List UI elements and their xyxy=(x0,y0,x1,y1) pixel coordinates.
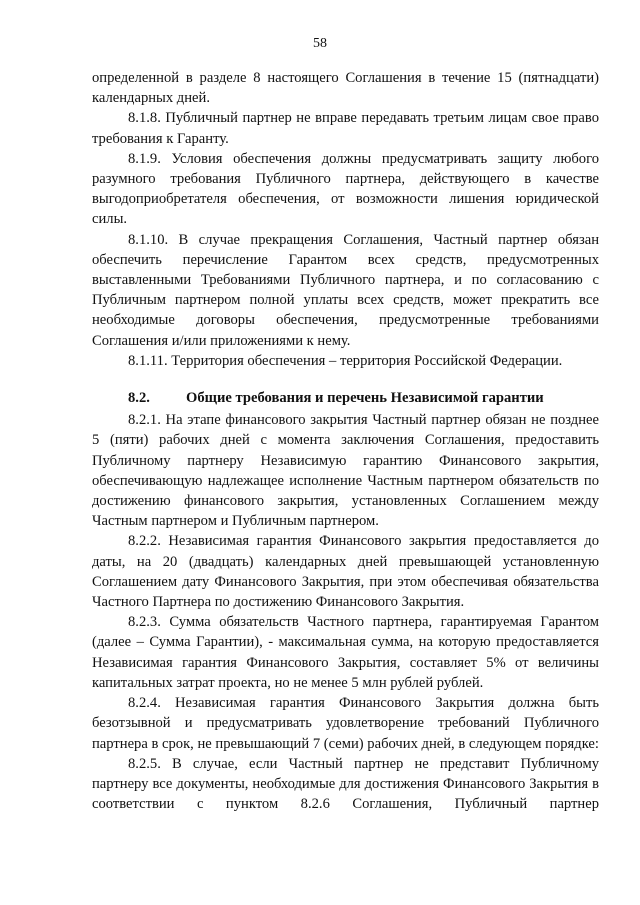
clause-8-1-9: 8.1.9. Условия обеспечения должны предусматривать защиту любого разумного требования Публичного партнера, действующего в качестве выгодоприобретателя обеспечения, от возможности лишения юридической силы. xyxy=(92,150,599,228)
clause-8-2-1: 8.2.1. На этапе финансового закрытия Частный партнер обязан не позднее 5 (пяти) рабочих дней с момента заключения Соглашения, предоставить Публичному партнеру Независимую гарантию Финансового закрытия, обеспечивающую надлежащее исполнение Частным партнером обязательств по достижению финансового закрытия, установленных Соглашением между Частным партнером и Публичным партнером. xyxy=(92,412,599,530)
clause-8-2-5: 8.2.5. В случае, если Частный партнер не представит Публичному партнеру все документы, необходимые для достижения Финансового Закрытия в соответствии с пунктом 8.2.6 Соглашения, Публичный партнер xyxy=(92,755,599,813)
paragraph-continuation: определенной в разделе 8 настоящего Соглашения в течение 15 (пятнадцати) календарных дней. xyxy=(92,70,599,107)
clause-8-1-10: 8.1.10. В случае прекращения Соглашения, Частный партнер обязан обеспечить перечисление Гарантом всех средств, предусмотренных выставленными Требованиями Публичного партнера, и по согласованию с Публичным партнером полной уплаты всех средств, может прекратить все необходимые договоры обеспечения, предусмотренные требованиями Соглашения и/или приложениями к нему. xyxy=(92,231,599,349)
clause-8-2-3: 8.2.3. Сумма обязательств Частного партнера, гарантируемая Гарантом (далее – Сумма Гарантии), - максимальная сумма, на которую предоставляется Независимая гарантия Финансового Закрытия, составляет 5% от величины капитальных затрат проекта, но не менее 5 млн рублей рублей. xyxy=(92,614,599,691)
section-number: 8.2. xyxy=(128,390,150,407)
clause-8-2-4: 8.2.4. Независимая гарантия Финансового Закрытия должна быть безотзывной и предусматривать удовлетворение требований Публичного партнера в срок, не превышающий 7 (семи) рабочих дней, в следующем порядке: xyxy=(92,695,599,752)
document-body xyxy=(92,68,599,814)
clause-8-1-8: 8.1.8. Публичный партнер не вправе передавать третьим лицам свое право требования к Гаранту. xyxy=(92,110,599,147)
section-title: Общие требования и перечень Независимой гарантии xyxy=(186,390,544,407)
section-heading xyxy=(92,388,599,408)
clause-8-2-2: 8.2.2. Независимая гарантия Финансового закрытия предоставляется до даты, на 20 (двадцать) календарных дней превышающей установленную Соглашением дату Финансового Закрытия, при этом обеспечивая обязательства Частного Партнера по достижению Финансового Закрытия. xyxy=(92,533,599,611)
page-number: 58 xyxy=(313,36,327,51)
clause-8-1-11: 8.1.11. Территория обеспечения – территория Российской Федерации. xyxy=(128,352,563,369)
